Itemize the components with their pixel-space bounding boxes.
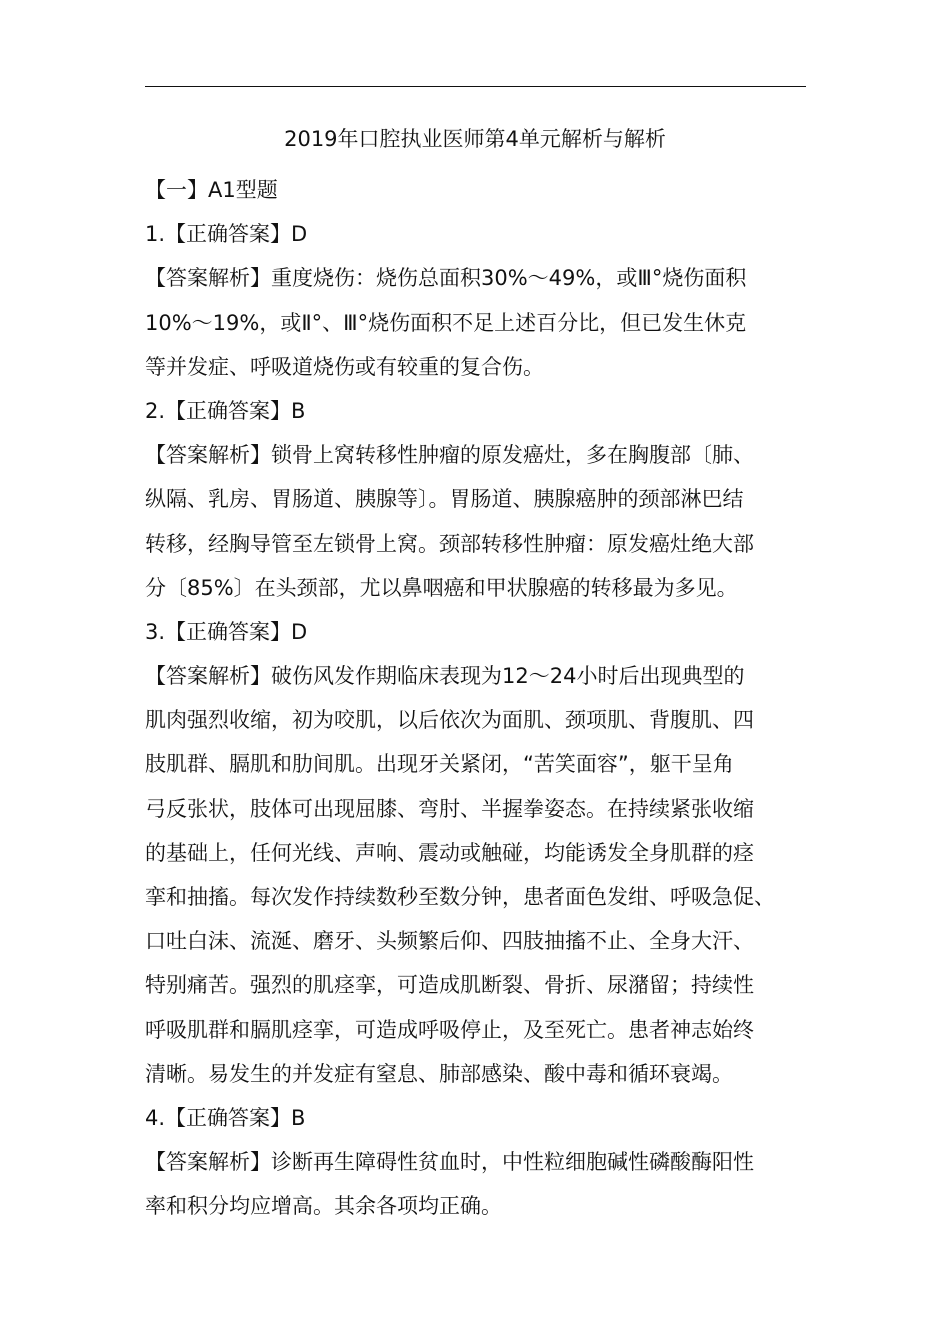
explanation-line: 【答案解析】诊断再生障碍性贫血时，中性粒细胞碱性磷酸酶阳性: [145, 1150, 754, 1175]
explanation-line: 纵隔、乳房、胃肠道、胰腺等〕。胃肠道、胰腺癌肿的颈部淋巴结: [145, 487, 744, 512]
explanation-line: 特别痛苦。强烈的肌痉挛，可造成肌断裂、骨折、尿潴留；持续性: [145, 973, 754, 998]
document-body: [145, 168, 825, 1229]
explanation-line: 肢肌群、膈肌和肋间肌。出现牙关紧闭，“苦笑面容”，躯干呈角: [145, 752, 734, 777]
explanation-line: 等并发症、呼吸道烧伤或有较重的复合伤。: [145, 354, 544, 379]
answer-line: 3.【正确答案】D: [145, 619, 308, 644]
explanation-line: 肌肉强烈收缩，初为咬肌，以后依次为面肌、颈项肌、背腹肌、四: [145, 708, 754, 733]
answer-line: 1.【正确答案】D: [145, 222, 308, 247]
document-title: 2019年口腔执业医师第4单元解析与解析: [284, 127, 666, 151]
explanation-line: 清晰。易发生的并发症有窒息、肺部感染、酸中毒和循环衰竭。: [145, 1061, 733, 1086]
answer-line: 4.【正确答案】B: [145, 1105, 306, 1130]
explanation-line: 【答案解析】锁骨上窝转移性肿瘤的原发癌灶，多在胸腹部〔肺、: [145, 443, 754, 468]
explanation-line: 转移，经胸导管至左锁骨上窝。颈部转移性肿瘤：原发癌灶绝大部: [145, 531, 754, 556]
section-heading: 【一】A1型题: [145, 178, 278, 202]
explanation-line: 呼吸肌群和膈肌痉挛，可造成呼吸停止，及至死亡。患者神志始终: [145, 1017, 754, 1042]
header-rule: [145, 86, 806, 87]
answer-line: 2.【正确答案】B: [145, 398, 306, 423]
explanation-line: 率和积分均应增高。其余各项均正确。: [145, 1194, 502, 1219]
explanation-line: 【答案解析】重度烧伤：烧伤总面积30%～49%，或Ⅲ°烧伤面积: [145, 266, 747, 291]
explanation-line: 口吐白沫、流涎、磨牙、头频繁后仰、四肢抽搐不止、全身大汗、: [145, 929, 754, 954]
explanation-line: 的基础上，任何光线、声响、震动或触碰，均能诱发全身肌群的痉: [145, 840, 754, 865]
explanation-line: 弓反张状，肢体可出现屈膝、弯肘、半握拳姿态。在持续紧张收缩: [145, 796, 754, 821]
explanation-line: 挛和抽搐。每次发作持续数秒至数分钟，患者面色发绀、呼吸急促、: [145, 885, 775, 909]
explanation-line: 10%～19%，或Ⅱ°、Ⅲ°烧伤面积不足上述百分比，但已发生休克: [145, 310, 747, 335]
explanation-line: 分〔85%〕在头颈部，尤以鼻咽癌和甲状腺癌的转移最为多见。: [145, 575, 738, 600]
explanation-line: 【答案解析】破伤风发作期临床表现为12～24小时后出现典型的: [145, 664, 745, 689]
